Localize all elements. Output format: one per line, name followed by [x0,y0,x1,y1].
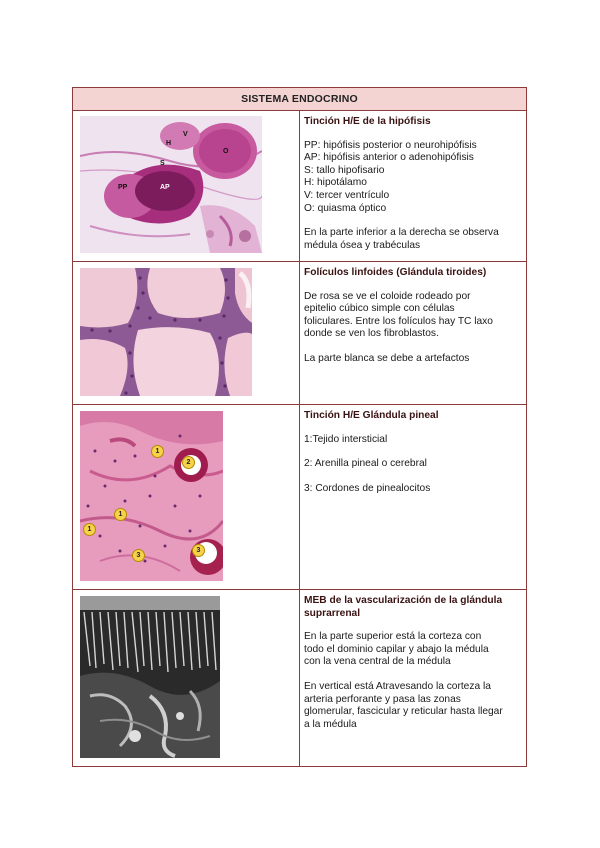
text-line: donde se ven los fibroblastos. [304,328,439,340]
marker-1: 1 [83,523,96,536]
table-row-tiroides [73,262,527,405]
description-suprarrenal-1 [304,631,522,669]
note-hipofisis [304,227,522,252]
legend-item: AP: hipófisis anterior o adenohipófisis [304,152,474,164]
label-h: H [166,140,172,147]
text-cell-tiroides [300,262,527,405]
image-cell-tiroides [73,262,300,405]
marker-2: 2 [182,456,195,469]
marker-3: 3 [132,549,145,562]
table-header: SISTEMA ENDOCRINO [73,88,527,111]
label-pp: PP [118,184,128,191]
title-line: MEB de la vascularización de la glándula [304,595,503,606]
legend-item: O: quiasma óptico [304,202,387,214]
text-line: En vertical está Atravesando la corteza la [304,680,491,692]
text-line: a la médula [304,718,357,730]
label-o: O [223,148,229,155]
table-row-pineal [73,405,527,590]
note-line: En la parte inferior a la derecha se observa [304,227,499,239]
marker-1: 1 [151,445,164,458]
legend-item: 2: Arenilla pineal o cerebral [304,458,427,470]
row-title-pineal: Tinción H/E Glándula pineal [304,410,439,421]
text-cell-suprarrenal [300,590,527,767]
table-row-suprarrenal [73,590,527,767]
tiroides-micrograph [80,268,252,396]
text-line: glomerular, fascicular y reticular hasta llegar [304,706,503,718]
hipofisis-micrograph [80,116,262,253]
row-title-hipofisis: Tinción H/E de la hipófisis [304,116,431,127]
text-line: foliculares. Entre los folículos hay TC laxo [304,315,493,327]
row-title-suprarrenal [304,595,522,620]
text-line: En la parte superior está la corteza con [304,631,482,643]
marker-3: 3 [192,544,205,557]
description-suprarrenal-2 [304,681,522,731]
legend-item: 3: Cordones de pinealocitos [304,482,431,494]
description-tiroides [304,291,522,341]
suprarrenal-sem-image [80,596,220,758]
row-title-tiroides: Folículos linfoides (Glándula tiroides) [304,267,487,278]
image-cell-pineal [73,405,300,590]
marker-1: 1 [114,508,127,521]
text-line: con la vena central de la médula [304,656,451,668]
endocrine-table-sheet [72,87,527,767]
title-line: suprarrenal [304,607,361,619]
label-v: V [183,131,188,138]
legend-item: PP: hipófisis posterior o neurohipófisis [304,139,477,151]
image-cell-suprarrenal [73,590,300,767]
note-line: médula ósea y trabéculas [304,239,421,251]
image-cell-hipofisis [73,111,300,262]
text-line: arteria perforante y pasa las zonas [304,693,461,705]
label-ap: AP [160,184,170,191]
text-line: epitelio cúbico simple con células [304,303,455,315]
text-line: todo el dominio capilar y abajo la médula [304,643,489,655]
table-row-hipofisis [73,111,527,262]
legend-item: 1:Tejido intersticial [304,433,388,445]
legend-item: V: tercer ventrículo [304,189,390,201]
text-cell-pineal [300,405,527,590]
note-tiroides: La parte blanca se debe a artefactos [304,352,470,364]
label-s: S [160,160,165,167]
endocrine-table [72,87,527,767]
legend-list-hipofisis [304,140,522,216]
pineal-micrograph [80,411,223,581]
text-line: De rosa se ve el coloide rodeado por [304,290,471,302]
legend-item: S: tallo hipofisario [304,164,385,176]
legend-item: H: hipotálamo [304,177,367,189]
text-cell-hipofisis [300,111,527,262]
